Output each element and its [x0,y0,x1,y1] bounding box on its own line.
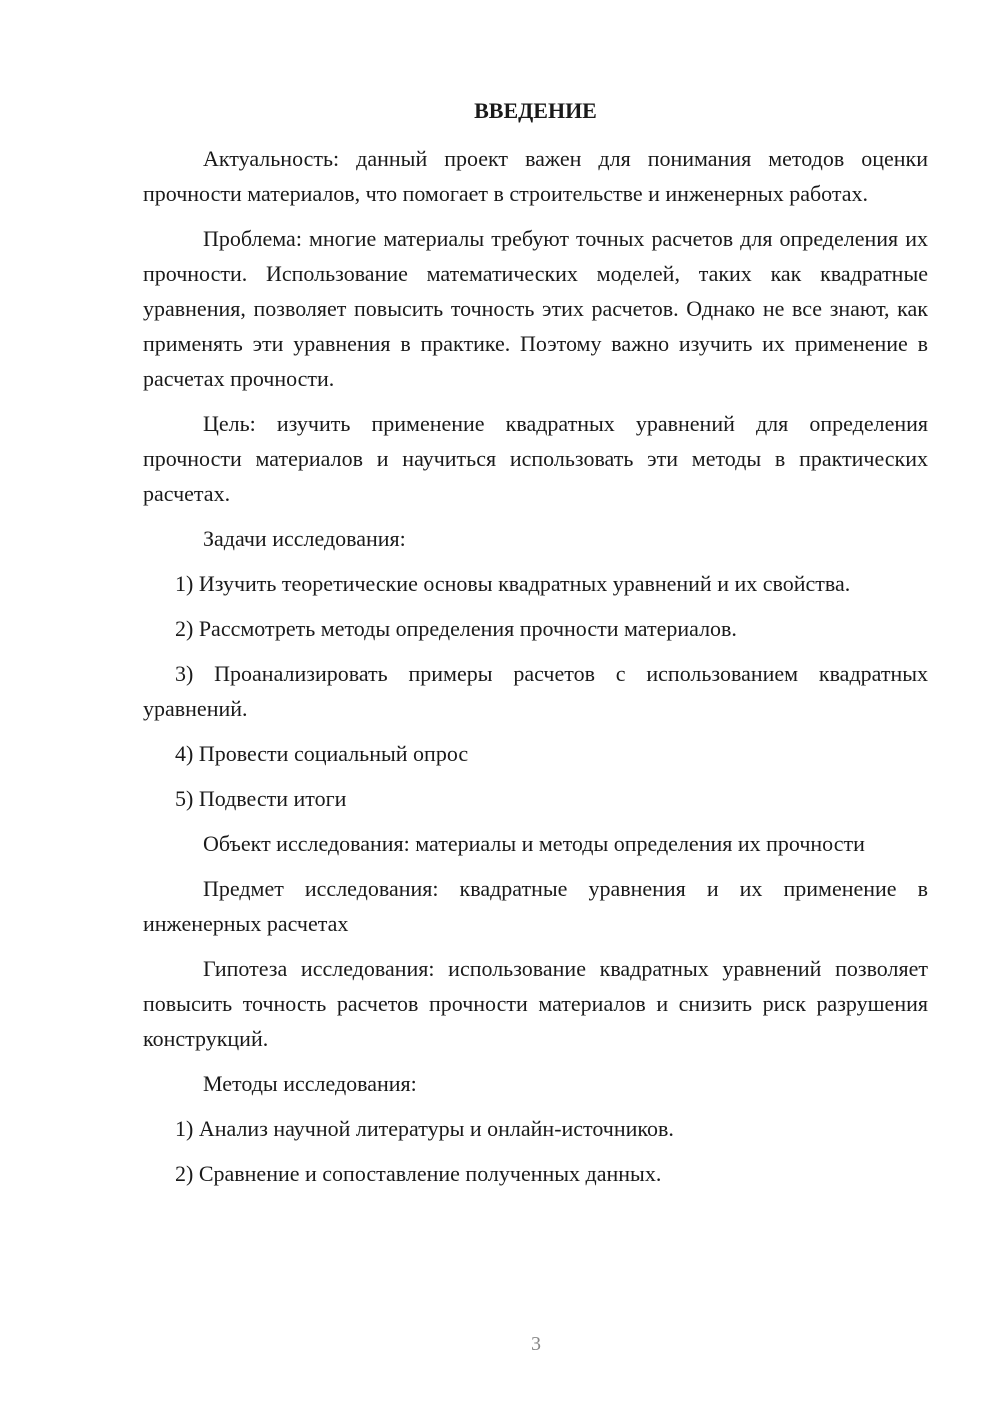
paragraph-goal: Цель: изучить применение квадратных уравнений для определения прочности материалов и научиться использовать эти методы в практических расчетах. [143,411,928,506]
paragraph-subject: Предмет исследования: квадратные уравнения и их применение в инженерных расчетах [143,876,928,936]
page-body [143,94,928,1201]
paragraph-object: Объект исследования: материалы и методы определения их прочности [203,831,865,856]
list-item-method-1: 1) Анализ научной литературы и онлайн-источников. [175,1116,674,1141]
list-item-task-3: 3) Проанализировать примеры расчетов с использованием квадратных уравнений. [143,661,928,721]
section-title: ВВЕДЕНИЕ [474,98,597,123]
list-item-task-5: 5) Подвести итоги [175,786,347,811]
paragraph-problem: Проблема: многие материалы требуют точных расчетов для определения их прочности. Использование математических моделей, таких как квадратные уравнения, позволяет повысить точность этих расчетов. Однако не все знают, как применять эти уравнения в практике. Поэтому важно изучить их применение в расчетах прочности. [143,226,928,391]
list-item-method-2: 2) Сравнение и сопоставление полученных данных. [175,1161,662,1186]
paragraph-methods-heading: Методы исследования: [203,1071,417,1096]
list-item-task-2: 2) Рассмотреть методы определения прочности материалов. [175,616,737,641]
page-number: 3 [531,1333,541,1355]
list-item-task-4: 4) Провести социальный опрос [175,741,469,766]
list-item-task-1: 1) Изучить теоретические основы квадратных уравнений и их свойства. [175,571,851,596]
paragraph-tasks-heading: Задачи исследования: [203,526,406,551]
paragraph-hypothesis: Гипотеза исследования: использование квадратных уравнений позволяет повысить точность расчетов прочности материалов и снизить риск разрушения конструкций. [143,956,928,1051]
paragraph-relevance: Актуальность: данный проект важен для понимания методов оценки прочности материалов, что помогает в строительстве и инженерных работах. [143,146,928,206]
